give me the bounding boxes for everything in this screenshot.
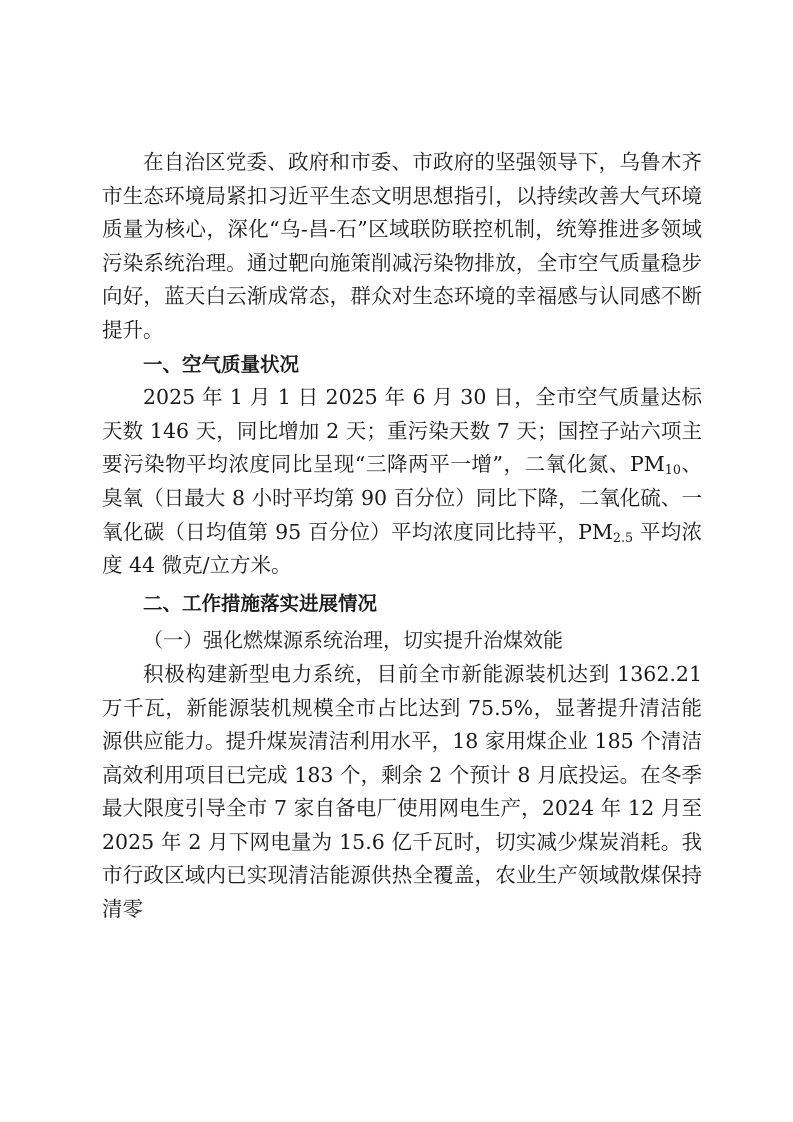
pm10-subscript: 10 [664,462,681,478]
intro-paragraph: 在自治区党委、政府和市委、市政府的坚强领导下，乌鲁木齐市生态环境局紧扣习近平生态文明思想指引，以持续改善大气环境质量为核心，深化“乌-昌-石”区域联防联控机制，统筹推进多领域污染系统治理。通过靶向施策削减污染物排放，全市空气质量稳步向好，蓝天白云渐成常态，群众对生态环境的幸福感与认同感不断提升。 [102,150,702,342]
subsection-heading-coal: （一）强化燃煤源系统治理，切实提升治煤效能 [143,628,563,653]
section-heading-air-quality: 一、空气质量状况 [143,352,300,376]
section-heading-measures: 二、工作措施落实进展情况 [143,591,378,615]
pm25-subscript: 2.5 [612,529,634,545]
air-quality-text-3: 平均浓度 44 微克/立方米。 [102,519,702,578]
document-page [102,146,702,927]
air-quality-text-2: 、臭氧（日最大 8 小时平均第 90 百分位）同比下降，二氧化硫、一氧化碳（日均值第 95 百分位）平均浓度同比持平，PM [102,452,702,544]
coal-measures-paragraph: 积极构建新型电力系统，目前全市新能源装机达到 1362.21 万千瓦，新能源装机规模全市占比达到 75.5%，显著提升清洁能源供应能力。提升煤炭清洁利用水平，18 家用煤企业 185 个清洁高效利用项目已完成 183 个，剩余 2 个预计 8 月底投运。在冬季最大限度引导全市 7 家自备电厂使用网电生产，2024 年 12 月至 2025 年 2 月下网电量为 15.6 亿千瓦时，切实减少煤炭消耗。我市行政区域内已实现清洁能源供热全覆盖，农业生产领域散煤保持清零 [102,661,702,922]
air-quality-paragraph [102,381,702,583]
air-quality-text-1: 2025 年 1 月 1 日 2025 年 6 月 30 日，全市空气质量达标天数 146 天，同比增加 2 天；重污染天数 7 天；国控子站六项主要污染物平均浓度同比呈现“三降两平一增”，二氧化氮、PM [102,385,702,477]
